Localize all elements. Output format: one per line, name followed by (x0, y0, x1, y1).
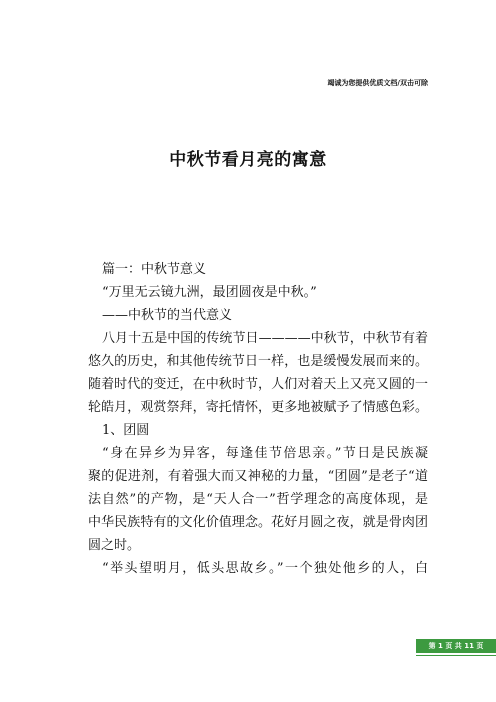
paragraph-line: 篇一：中秋节意义 (102, 262, 207, 277)
paragraph-line: 法自然”的产物，是“天人合一”哲学理念的高度体现，是 (88, 492, 428, 507)
paragraph-line: “身在异乡为异客，每逢佳节倍思亲。”节日是民族凝 (102, 446, 428, 461)
paragraph-line: 聚的促进剂，有着强大而又神秘的力量，“团圆”是老子“道 (88, 469, 428, 484)
document-title: 中秋节看月亮的寓意 (169, 150, 327, 170)
paragraph-line: 随着时代的变迁，在中秋时节，人们对着天上又亮又圆的一 (88, 377, 428, 392)
paragraph-line: ——中秋节的当代意义 (102, 308, 233, 323)
page-indicator: 第 1 页 共 11 页 (428, 642, 484, 650)
paragraph-line: 悠久的历史，和其他传统节日一样，也是缓慢发展而来的。 (88, 354, 428, 369)
paragraph-line: 中华民族特有的文化价值理念。花好月圆之夜，就是骨肉团 (88, 515, 428, 530)
paragraph-line: 轮皓月，观赏祭拜，寄托情怀，更多地被赋予了情感色彩。 (88, 400, 428, 415)
paragraph-line: 1、团圆 (102, 423, 150, 438)
footer-bar-underline (416, 655, 496, 656)
paragraph-line: 八月十五是中国的传统节日————中秋节，中秋节有着 (102, 331, 428, 346)
header-note: 竭诚为您提供优质文档/双击可除 (327, 79, 428, 87)
document-body (88, 258, 428, 580)
paragraph-line: “举头望明月，低头思故乡。”一个独处他乡的人，白 (102, 561, 428, 576)
paragraph-line: “万里无云镜九洲，最团圆夜是中秋。” (102, 285, 317, 300)
paragraph-line: 圆之时。 (88, 538, 141, 553)
